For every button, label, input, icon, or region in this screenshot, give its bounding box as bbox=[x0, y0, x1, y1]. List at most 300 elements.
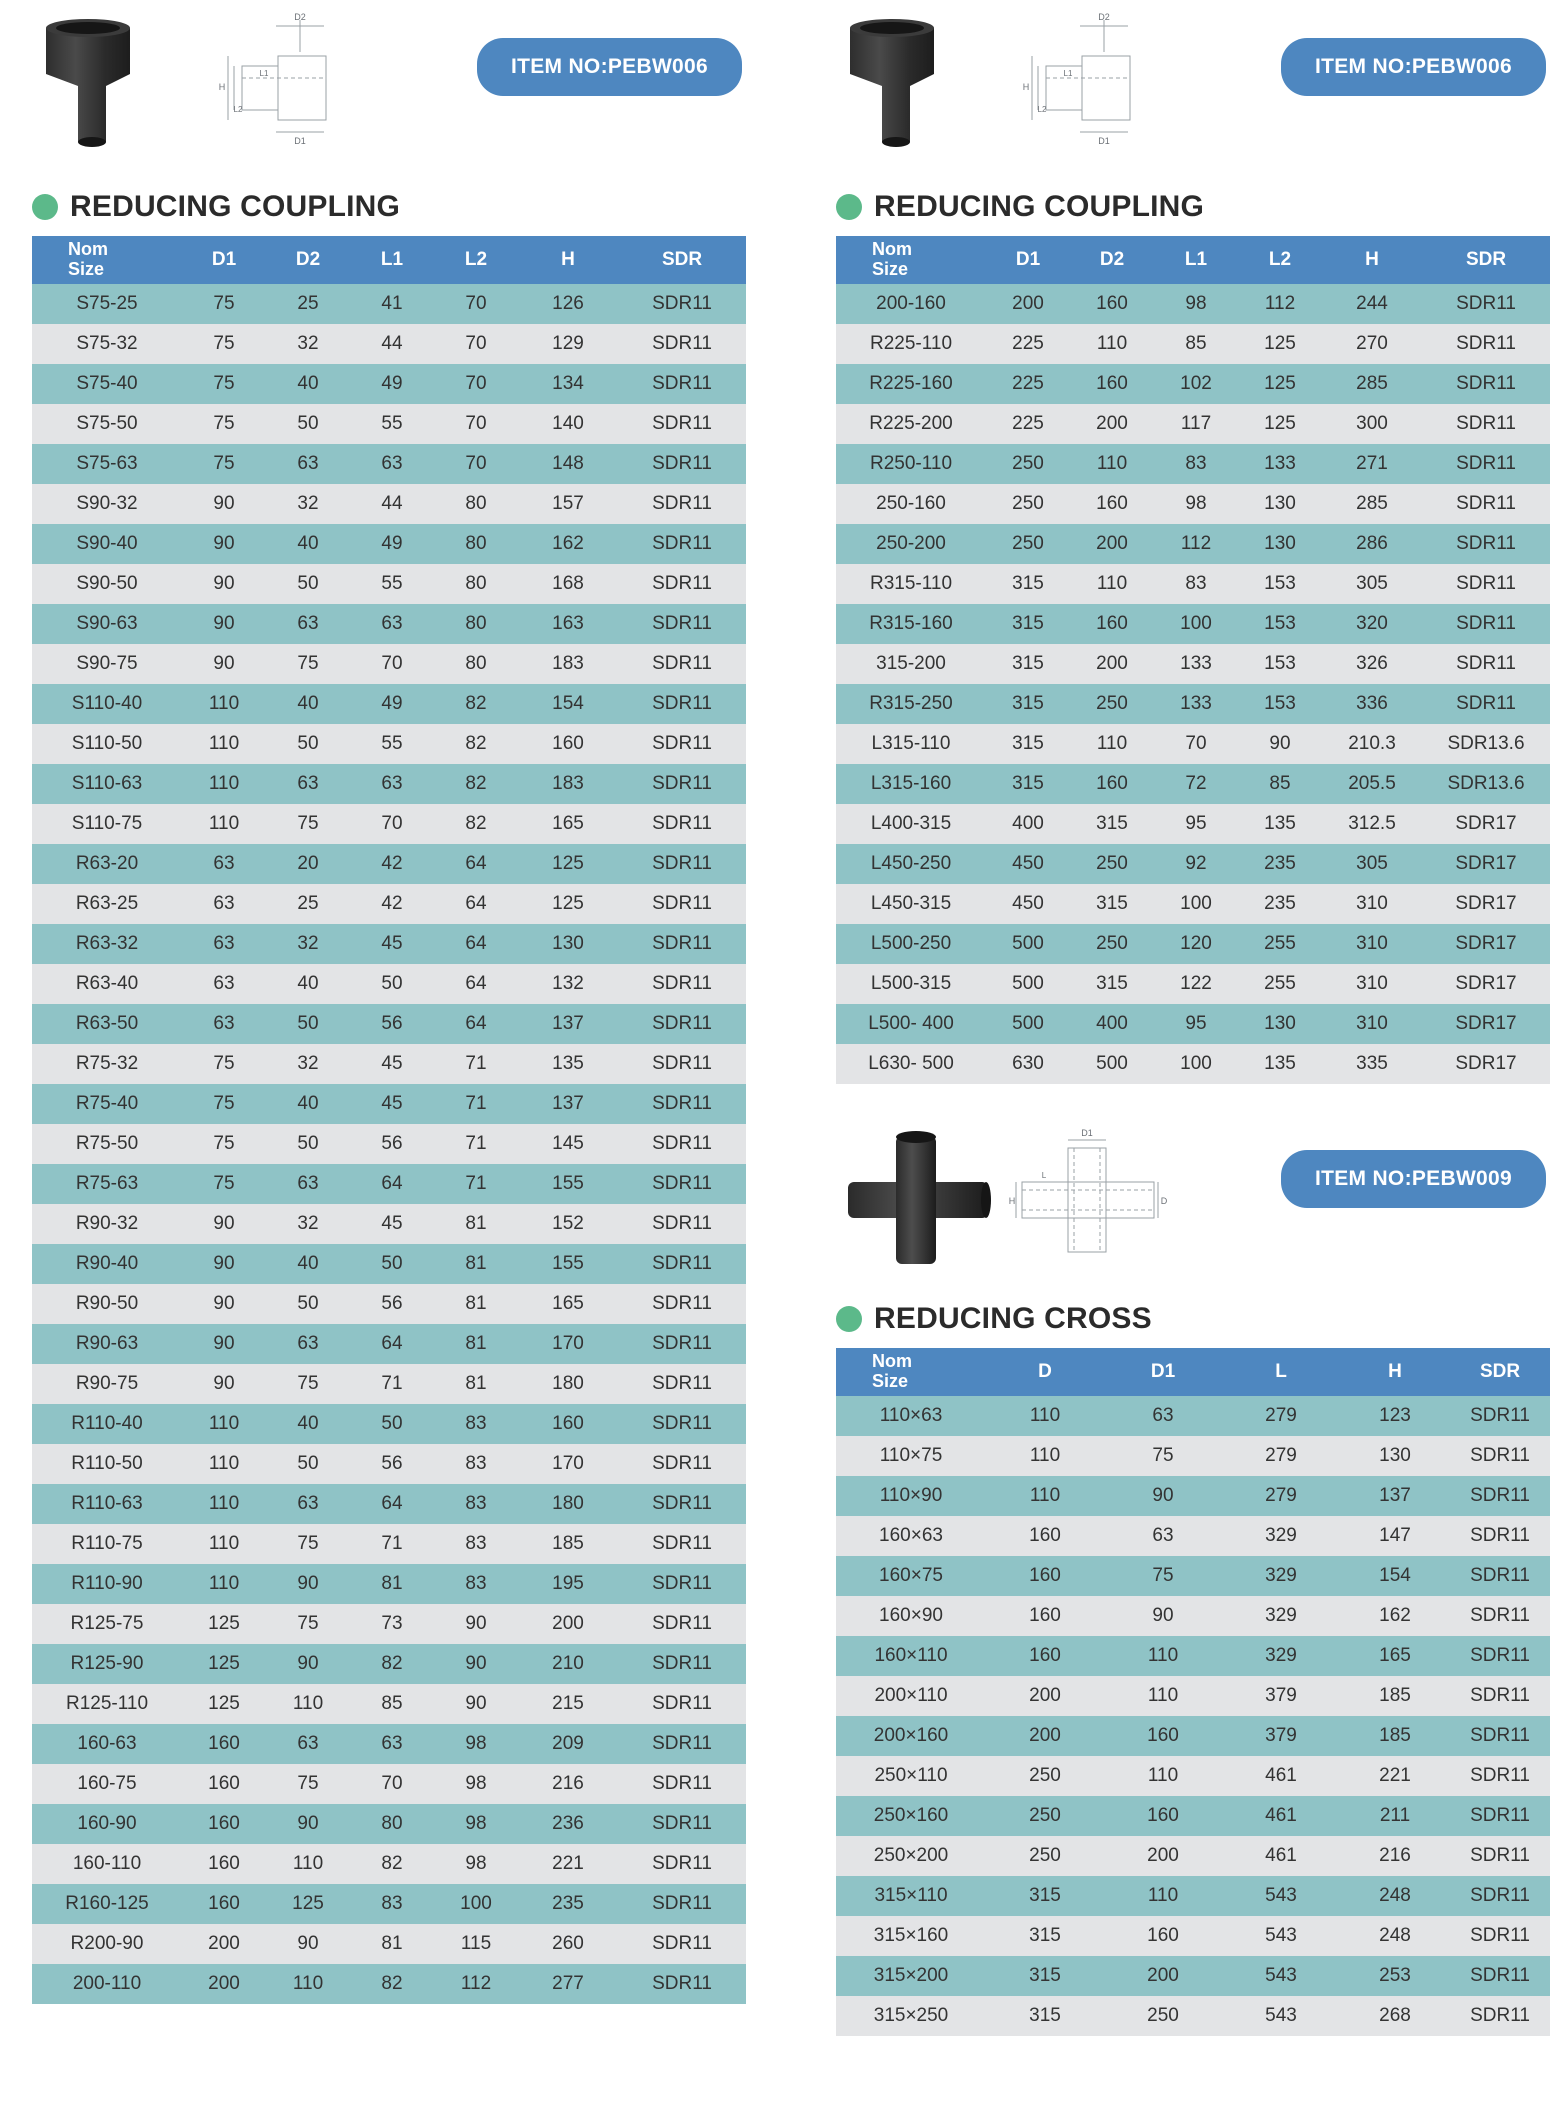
cell-value: 160 bbox=[986, 1596, 1104, 1636]
cell-value: 64 bbox=[434, 844, 518, 884]
cell-nom-size: 250×110 bbox=[836, 1756, 986, 1796]
cell-value: 110 bbox=[1070, 324, 1154, 364]
cell-value: 215 bbox=[518, 1684, 618, 1724]
cell-value: 200 bbox=[986, 1676, 1104, 1716]
cell-value: 500 bbox=[986, 964, 1070, 1004]
cell-nom-size: R63-32 bbox=[32, 924, 182, 964]
col-header-d1: D1 bbox=[986, 236, 1070, 284]
cell-nom-size: R63-20 bbox=[32, 844, 182, 884]
table-row bbox=[836, 684, 1550, 724]
cell-value: 125 bbox=[182, 1644, 266, 1684]
cell-value: 125 bbox=[1238, 404, 1322, 444]
cell-value: 72 bbox=[1154, 764, 1238, 804]
cell-nom-size: 200×110 bbox=[836, 1676, 986, 1716]
cell-value: 160 bbox=[1104, 1716, 1222, 1756]
cell-value: SDR11 bbox=[618, 1564, 746, 1604]
bullet-dot-icon bbox=[32, 194, 58, 220]
cell-value: 216 bbox=[1340, 1836, 1450, 1876]
table-row bbox=[32, 1124, 746, 1164]
cell-nom-size: R63-25 bbox=[32, 884, 182, 924]
cell-value: 63 bbox=[266, 604, 350, 644]
cell-value: 236 bbox=[518, 1804, 618, 1844]
table-row bbox=[836, 1916, 1550, 1956]
cell-value: 110 bbox=[266, 1844, 350, 1884]
cell-nom-size: 250-200 bbox=[836, 524, 986, 564]
cell-value: 125 bbox=[182, 1604, 266, 1644]
cell-value: 160 bbox=[986, 1636, 1104, 1676]
cell-value: 180 bbox=[518, 1484, 618, 1524]
cell-nom-size: R200-90 bbox=[32, 1924, 182, 1964]
table-row bbox=[836, 804, 1550, 844]
cell-nom-size: 315×200 bbox=[836, 1956, 986, 1996]
cell-value: 98 bbox=[434, 1764, 518, 1804]
cell-value: SDR11 bbox=[618, 844, 746, 884]
table-row bbox=[32, 844, 746, 884]
cell-value: 379 bbox=[1222, 1676, 1340, 1716]
col-header-d2: D2 bbox=[266, 236, 350, 284]
cell-value: 110 bbox=[182, 1444, 266, 1484]
cell-value: 98 bbox=[434, 1724, 518, 1764]
cell-value: 130 bbox=[1238, 1004, 1322, 1044]
cell-value: 155 bbox=[518, 1164, 618, 1204]
table-row bbox=[836, 1556, 1550, 1596]
cell-value: 200 bbox=[518, 1604, 618, 1644]
cell-value: 75 bbox=[266, 804, 350, 844]
table-row bbox=[836, 1044, 1550, 1084]
cell-value: 70 bbox=[350, 1764, 434, 1804]
cell-value: 163 bbox=[518, 604, 618, 644]
cell-value: SDR11 bbox=[618, 524, 746, 564]
cell-value: 49 bbox=[350, 524, 434, 564]
cell-value: 125 bbox=[518, 884, 618, 924]
table-row bbox=[32, 1564, 746, 1604]
cell-nom-size: 160-75 bbox=[32, 1764, 182, 1804]
left-header-block bbox=[24, 0, 750, 186]
cell-nom-size: S110-50 bbox=[32, 724, 182, 764]
cell-value: SDR11 bbox=[618, 1804, 746, 1844]
cell-value: 250 bbox=[986, 1756, 1104, 1796]
cell-value: 63 bbox=[266, 1324, 350, 1364]
cell-value: 130 bbox=[1238, 524, 1322, 564]
cell-nom-size: S75-63 bbox=[32, 444, 182, 484]
cell-value: 235 bbox=[518, 1884, 618, 1924]
cell-nom-size: S75-32 bbox=[32, 324, 182, 364]
cell-value: 133 bbox=[1154, 644, 1238, 684]
cell-value: SDR11 bbox=[1450, 1956, 1550, 1996]
cell-value: 160 bbox=[1070, 484, 1154, 524]
table-row bbox=[32, 324, 746, 364]
cell-value: 400 bbox=[1070, 1004, 1154, 1044]
bullet-dot-icon bbox=[836, 194, 862, 220]
cell-nom-size: R315-160 bbox=[836, 604, 986, 644]
cell-nom-size: R110-50 bbox=[32, 1444, 182, 1484]
cell-value: SDR11 bbox=[1450, 1596, 1550, 1636]
table-row bbox=[836, 924, 1550, 964]
cell-value: 125 bbox=[266, 1884, 350, 1924]
right-column bbox=[828, 0, 1554, 2036]
cell-value: 81 bbox=[434, 1204, 518, 1244]
cell-value: SDR11 bbox=[618, 724, 746, 764]
cell-value: 41 bbox=[350, 284, 434, 324]
cell-value: 81 bbox=[434, 1284, 518, 1324]
cell-value: 137 bbox=[518, 1084, 618, 1124]
cell-value: 63 bbox=[266, 1164, 350, 1204]
cell-value: 543 bbox=[1222, 1916, 1340, 1956]
cell-value: 90 bbox=[182, 1364, 266, 1404]
cell-value: 110 bbox=[182, 1404, 266, 1444]
cell-nom-size: 315-200 bbox=[836, 644, 986, 684]
cell-nom-size: L400-315 bbox=[836, 804, 986, 844]
cell-value: 185 bbox=[518, 1524, 618, 1564]
cell-value: 32 bbox=[266, 1204, 350, 1244]
cell-nom-size: R90-40 bbox=[32, 1244, 182, 1284]
cell-value: 277 bbox=[518, 1964, 618, 2004]
cell-value: 315 bbox=[986, 764, 1070, 804]
cell-value: 64 bbox=[434, 1004, 518, 1044]
cell-value: 168 bbox=[518, 564, 618, 604]
cell-value: 110 bbox=[182, 684, 266, 724]
cell-value: 185 bbox=[1340, 1676, 1450, 1716]
cell-value: 250 bbox=[986, 484, 1070, 524]
table-row bbox=[836, 1396, 1550, 1436]
svg-text:L: L bbox=[1041, 1171, 1047, 1180]
cell-value: 90 bbox=[1104, 1476, 1222, 1516]
cell-value: 75 bbox=[182, 284, 266, 324]
cell-value: 500 bbox=[986, 1004, 1070, 1044]
table-row bbox=[32, 1644, 746, 1684]
cell-value: 32 bbox=[266, 1044, 350, 1084]
reducing-coupling-drawing bbox=[204, 8, 364, 168]
cell-value: 110 bbox=[182, 724, 266, 764]
cell-value: 50 bbox=[266, 1284, 350, 1324]
cell-nom-size: R225-200 bbox=[836, 404, 986, 444]
cell-value: SDR11 bbox=[1422, 444, 1550, 484]
cell-value: 50 bbox=[266, 564, 350, 604]
cell-value: 70 bbox=[434, 284, 518, 324]
cell-value: 90 bbox=[266, 1564, 350, 1604]
cell-value: 70 bbox=[434, 444, 518, 484]
cell-value: 148 bbox=[518, 444, 618, 484]
cell-nom-size: R225-110 bbox=[836, 324, 986, 364]
cell-value: 70 bbox=[350, 644, 434, 684]
cell-value: 110 bbox=[1104, 1676, 1222, 1716]
cell-value: 335 bbox=[1322, 1044, 1422, 1084]
cell-value: 95 bbox=[1154, 1004, 1238, 1044]
svg-text:D1: D1 bbox=[1098, 136, 1110, 146]
cell-value: 75 bbox=[266, 1524, 350, 1564]
table-row bbox=[836, 884, 1550, 924]
cell-value: 82 bbox=[434, 764, 518, 804]
cell-value: 90 bbox=[266, 1924, 350, 1964]
cell-value: 225 bbox=[986, 324, 1070, 364]
cell-value: 83 bbox=[1154, 564, 1238, 604]
cell-value: 170 bbox=[518, 1324, 618, 1364]
table-header-row bbox=[836, 1348, 1550, 1396]
reducing-coupling-table-left bbox=[32, 236, 746, 2004]
cell-value: 133 bbox=[1238, 444, 1322, 484]
right-top-section-title bbox=[836, 190, 1554, 224]
cell-value: 268 bbox=[1340, 1996, 1450, 2036]
table-row bbox=[32, 604, 746, 644]
cell-nom-size: R75-50 bbox=[32, 1124, 182, 1164]
cell-value: SDR11 bbox=[1450, 1796, 1550, 1836]
cell-value: SDR11 bbox=[1450, 1636, 1550, 1676]
cell-value: 98 bbox=[1154, 284, 1238, 324]
item-no-badge-right-bottom: ITEM NO:PEBW009 bbox=[1281, 1150, 1546, 1208]
col-header-sdr: SDR bbox=[618, 236, 746, 284]
cell-value: 40 bbox=[266, 1084, 350, 1124]
cell-value: 63 bbox=[182, 924, 266, 964]
cell-value: 165 bbox=[518, 1284, 618, 1324]
cell-value: 81 bbox=[434, 1364, 518, 1404]
svg-text:D: D bbox=[1160, 1196, 1168, 1206]
cell-value: 209 bbox=[518, 1724, 618, 1764]
cell-value: 71 bbox=[434, 1084, 518, 1124]
cell-value: 160 bbox=[182, 1724, 266, 1764]
cell-value: 110 bbox=[266, 1684, 350, 1724]
cell-value: 110 bbox=[1070, 444, 1154, 484]
cell-value: 200 bbox=[986, 284, 1070, 324]
cell-value: 157 bbox=[518, 484, 618, 524]
cell-value: 20 bbox=[266, 844, 350, 884]
cell-value: 82 bbox=[350, 1644, 434, 1684]
cell-value: SDR11 bbox=[1422, 284, 1550, 324]
table-row bbox=[32, 644, 746, 684]
cell-value: 543 bbox=[1222, 1876, 1340, 1916]
cell-value: SDR17 bbox=[1422, 804, 1550, 844]
cell-value: 125 bbox=[1238, 364, 1322, 404]
cell-value: 160 bbox=[182, 1804, 266, 1844]
cell-value: SDR11 bbox=[1450, 1876, 1550, 1916]
cell-value: 160 bbox=[182, 1764, 266, 1804]
cell-value: SDR17 bbox=[1422, 884, 1550, 924]
cell-value: 310 bbox=[1322, 884, 1422, 924]
cell-value: SDR11 bbox=[618, 684, 746, 724]
cell-value: 90 bbox=[182, 524, 266, 564]
table-row bbox=[32, 764, 746, 804]
cell-value: 110 bbox=[1104, 1756, 1222, 1796]
cell-value: 145 bbox=[518, 1124, 618, 1164]
cell-value: 75 bbox=[1104, 1556, 1222, 1596]
table-header-row bbox=[32, 236, 746, 284]
table-row bbox=[836, 724, 1550, 764]
cell-value: 56 bbox=[350, 1444, 434, 1484]
cell-value: 80 bbox=[434, 484, 518, 524]
cell-value: 315 bbox=[986, 564, 1070, 604]
cell-value: 329 bbox=[1222, 1556, 1340, 1596]
cell-value: 200 bbox=[182, 1964, 266, 2004]
cell-nom-size: 160×90 bbox=[836, 1596, 986, 1636]
cell-value: 250 bbox=[986, 1796, 1104, 1836]
cell-nom-size: 200-160 bbox=[836, 284, 986, 324]
cell-value: 216 bbox=[518, 1764, 618, 1804]
cell-value: SDR11 bbox=[618, 1924, 746, 1964]
cell-nom-size: 110×90 bbox=[836, 1476, 986, 1516]
cell-value: 255 bbox=[1238, 964, 1322, 1004]
cell-value: 195 bbox=[518, 1564, 618, 1604]
cell-value: 75 bbox=[266, 1764, 350, 1804]
cell-value: SDR11 bbox=[618, 1604, 746, 1644]
cell-value: 248 bbox=[1340, 1916, 1450, 1956]
cell-nom-size: R110-63 bbox=[32, 1484, 182, 1524]
cell-value: 110 bbox=[182, 1484, 266, 1524]
cell-value: 40 bbox=[266, 524, 350, 564]
cell-value: SDR11 bbox=[618, 1684, 746, 1724]
cell-nom-size: R90-32 bbox=[32, 1204, 182, 1244]
cell-value: 64 bbox=[350, 1484, 434, 1524]
cell-value: 64 bbox=[434, 964, 518, 1004]
table-row bbox=[836, 1876, 1550, 1916]
cell-value: 102 bbox=[1154, 364, 1238, 404]
cell-nom-size: R250-110 bbox=[836, 444, 986, 484]
cell-value: 379 bbox=[1222, 1716, 1340, 1756]
left-column bbox=[24, 0, 750, 2004]
cell-nom-size: R125-75 bbox=[32, 1604, 182, 1644]
cell-value: 90 bbox=[182, 564, 266, 604]
cell-value: SDR11 bbox=[618, 1644, 746, 1684]
table-row bbox=[836, 644, 1550, 684]
cell-value: 56 bbox=[350, 1284, 434, 1324]
cell-value: SDR11 bbox=[618, 1364, 746, 1404]
cell-nom-size: R315-110 bbox=[836, 564, 986, 604]
reducing-cross-photo bbox=[838, 1120, 998, 1280]
cell-nom-size: 250-160 bbox=[836, 484, 986, 524]
table-row bbox=[32, 1724, 746, 1764]
cell-value: SDR11 bbox=[1450, 1836, 1550, 1876]
cell-value: SDR17 bbox=[1422, 1004, 1550, 1044]
cell-value: 85 bbox=[1154, 324, 1238, 364]
cell-value: 98 bbox=[434, 1804, 518, 1844]
cell-value: 140 bbox=[518, 404, 618, 444]
table-row bbox=[32, 1884, 746, 1924]
cell-value: SDR11 bbox=[1450, 1436, 1550, 1476]
cell-value: 305 bbox=[1322, 564, 1422, 604]
cell-nom-size: 160×110 bbox=[836, 1636, 986, 1676]
cell-value: SDR11 bbox=[1450, 1756, 1550, 1796]
cell-value: SDR11 bbox=[618, 324, 746, 364]
svg-text:D1: D1 bbox=[1081, 1128, 1093, 1138]
svg-text:D2: D2 bbox=[1098, 12, 1110, 22]
cell-value: 110 bbox=[182, 804, 266, 844]
cell-value: 63 bbox=[182, 1004, 266, 1044]
cell-value: 336 bbox=[1322, 684, 1422, 724]
cell-nom-size: 160×63 bbox=[836, 1516, 986, 1556]
cell-value: 81 bbox=[434, 1324, 518, 1364]
cell-value: 315 bbox=[986, 1916, 1104, 1956]
cell-value: SDR11 bbox=[618, 1524, 746, 1564]
table-row bbox=[32, 1364, 746, 1404]
cell-value: 45 bbox=[350, 1204, 434, 1244]
cell-nom-size: 200×160 bbox=[836, 1716, 986, 1756]
cell-value: SDR11 bbox=[1450, 1516, 1550, 1556]
cell-value: 83 bbox=[350, 1884, 434, 1924]
cell-value: 110 bbox=[182, 764, 266, 804]
table-row bbox=[32, 1004, 746, 1044]
col-header-l: L bbox=[1222, 1348, 1340, 1396]
cell-value: 42 bbox=[350, 844, 434, 884]
cell-value: SDR11 bbox=[618, 764, 746, 804]
cell-nom-size: R75-32 bbox=[32, 1044, 182, 1084]
cell-value: 312.5 bbox=[1322, 804, 1422, 844]
cell-value: 200 bbox=[182, 1924, 266, 1964]
cell-value: 75 bbox=[182, 1084, 266, 1124]
col-header-l1: L1 bbox=[350, 236, 434, 284]
cell-value: 250 bbox=[1104, 1996, 1222, 2036]
cell-value: 63 bbox=[182, 964, 266, 1004]
cell-nom-size: S90-75 bbox=[32, 644, 182, 684]
cell-value: 129 bbox=[518, 324, 618, 364]
item-no-badge-right-top: ITEM NO:PEBW006 bbox=[1281, 38, 1546, 96]
svg-text:H: H bbox=[1008, 1196, 1016, 1206]
cell-value: 160 bbox=[986, 1516, 1104, 1556]
cell-value: 225 bbox=[986, 364, 1070, 404]
cell-value: 310 bbox=[1322, 1004, 1422, 1044]
table-row bbox=[836, 1596, 1550, 1636]
cell-value: SDR11 bbox=[618, 1244, 746, 1284]
cell-value: 165 bbox=[518, 804, 618, 844]
cell-nom-size: L450-315 bbox=[836, 884, 986, 924]
cell-value: 40 bbox=[266, 1244, 350, 1284]
cell-value: 285 bbox=[1322, 484, 1422, 524]
cell-value: 110 bbox=[1070, 724, 1154, 764]
cell-value: 80 bbox=[434, 524, 518, 564]
cell-value: 63 bbox=[350, 1724, 434, 1764]
cell-value: 98 bbox=[1154, 484, 1238, 524]
cell-value: 63 bbox=[1104, 1396, 1222, 1436]
table-row bbox=[836, 1796, 1550, 1836]
table-row bbox=[32, 1204, 746, 1244]
cell-nom-size: S90-32 bbox=[32, 484, 182, 524]
cell-value: 450 bbox=[986, 844, 1070, 884]
cell-value: 250 bbox=[1070, 844, 1154, 884]
cell-value: SDR11 bbox=[618, 804, 746, 844]
cell-value: 75 bbox=[182, 1044, 266, 1084]
cell-value: 50 bbox=[266, 724, 350, 764]
cell-value: 271 bbox=[1322, 444, 1422, 484]
section-spacer bbox=[828, 1084, 1554, 1112]
cell-value: 83 bbox=[434, 1404, 518, 1444]
table-row bbox=[32, 804, 746, 844]
cell-nom-size: L315-160 bbox=[836, 764, 986, 804]
cell-value: 110 bbox=[986, 1476, 1104, 1516]
cell-value: 225 bbox=[986, 404, 1070, 444]
table-row bbox=[32, 1684, 746, 1724]
cell-value: 135 bbox=[518, 1044, 618, 1084]
cell-value: 90 bbox=[266, 1644, 350, 1684]
cell-nom-size: S90-50 bbox=[32, 564, 182, 604]
table-row bbox=[836, 404, 1550, 444]
cell-value: 55 bbox=[350, 564, 434, 604]
cell-value: 63 bbox=[182, 844, 266, 884]
reducing-cross-drawing bbox=[1008, 1120, 1168, 1280]
cell-value: 461 bbox=[1222, 1836, 1340, 1876]
table-row bbox=[32, 1444, 746, 1484]
cell-value: SDR11 bbox=[618, 1124, 746, 1164]
table-row bbox=[32, 1044, 746, 1084]
table-row bbox=[836, 284, 1550, 324]
col-header-d2: D2 bbox=[1070, 236, 1154, 284]
cell-value: 71 bbox=[434, 1124, 518, 1164]
cell-value: 160 bbox=[1104, 1796, 1222, 1836]
cell-value: 63 bbox=[266, 764, 350, 804]
cell-value: SDR11 bbox=[618, 1964, 746, 2004]
table-row bbox=[32, 1764, 746, 1804]
cell-value: 75 bbox=[182, 1124, 266, 1164]
cell-nom-size: L500-250 bbox=[836, 924, 986, 964]
cell-value: 500 bbox=[1070, 1044, 1154, 1084]
cell-value: 50 bbox=[350, 964, 434, 1004]
table-row bbox=[32, 684, 746, 724]
